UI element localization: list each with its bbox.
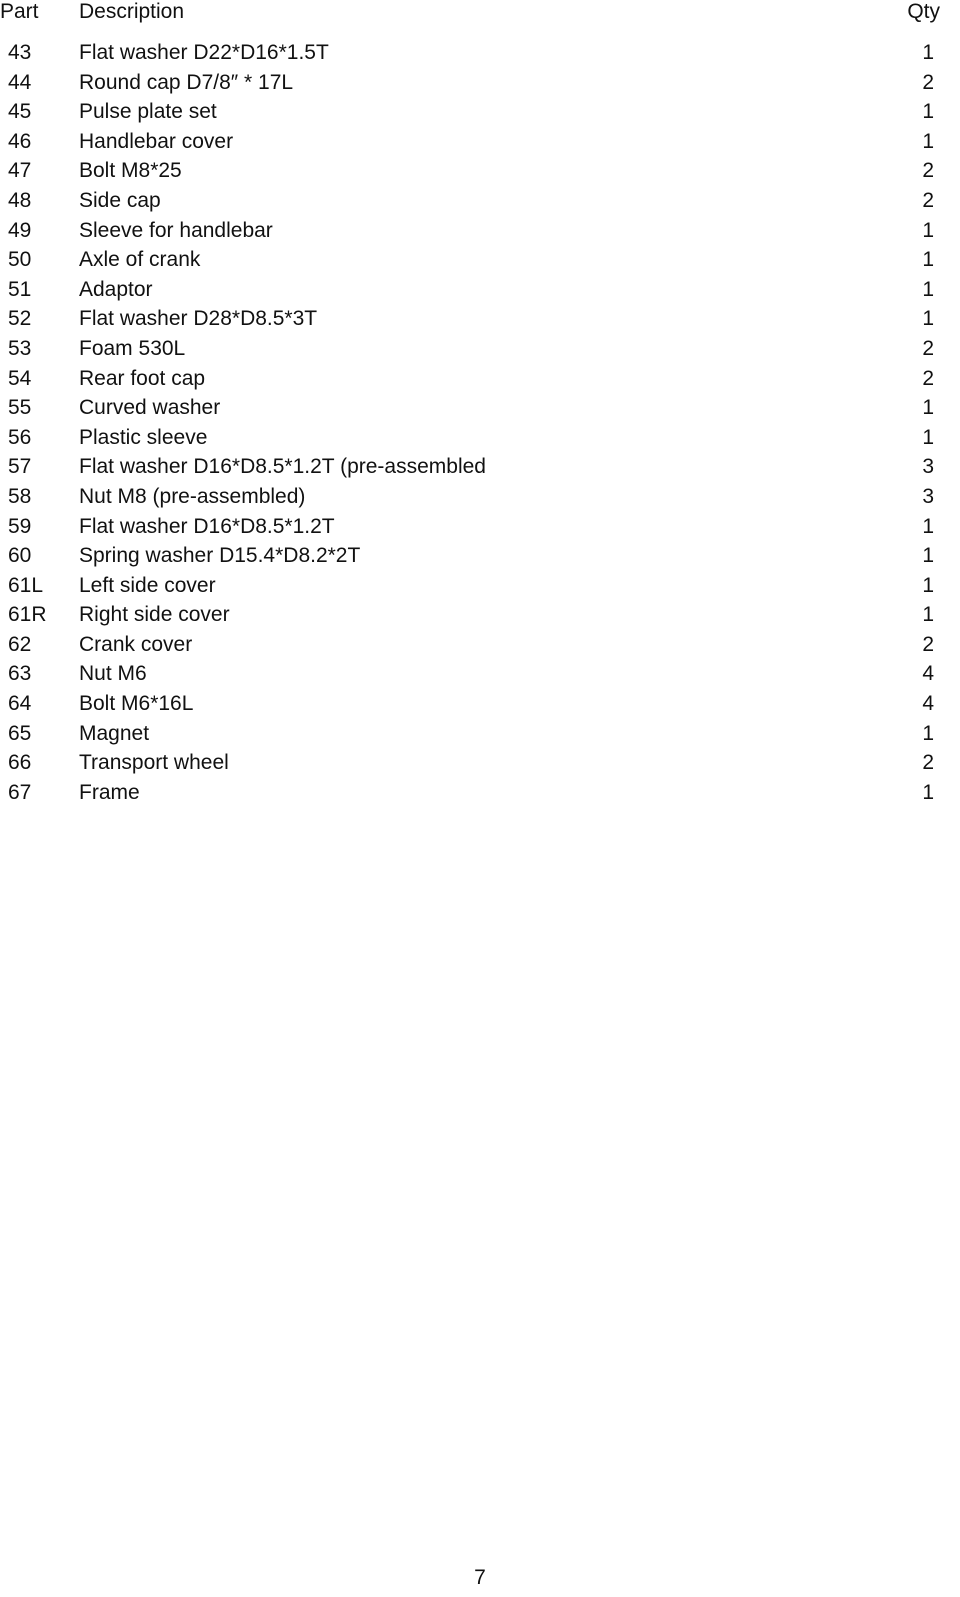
- part-description: Foam 530L: [79, 336, 186, 360]
- table-row: [0, 216, 960, 246]
- part-qty: 2: [922, 188, 934, 212]
- part-qty: 1: [922, 544, 934, 568]
- part-description: Flat washer D22*D16*1.5T: [79, 41, 329, 64]
- part-qty: 2: [922, 632, 934, 656]
- part-description: Crank cover: [79, 632, 193, 656]
- part-number: 48: [8, 188, 32, 212]
- part-number: 60: [8, 544, 32, 568]
- part-description: Flat washer D16*D8.5*1.2T: [79, 514, 335, 538]
- table-row: [0, 600, 960, 630]
- table-row: [0, 304, 960, 334]
- page-number: 7: [474, 1566, 486, 1589]
- table-row: [0, 97, 960, 127]
- part-description: Flat washer D28*D8.5*3T: [79, 307, 318, 331]
- part-number: 63: [8, 662, 32, 686]
- table-body: [0, 38, 960, 807]
- part-number: 44: [8, 70, 32, 94]
- part-number: 47: [8, 159, 32, 183]
- part-description: Frame: [79, 780, 140, 804]
- table-row: [0, 127, 960, 157]
- part-qty: 1: [922, 100, 934, 124]
- part-number: 59: [8, 514, 32, 538]
- header-part: Part: [0, 0, 39, 23]
- part-description: Magnet: [79, 721, 150, 745]
- part-number: 67: [8, 780, 32, 804]
- table-row: [0, 748, 960, 778]
- part-qty: 2: [922, 751, 934, 775]
- part-qty: 2: [922, 366, 934, 390]
- header-spacer: [0, 24, 960, 38]
- part-number: 62: [8, 632, 32, 656]
- table-row: [0, 689, 960, 719]
- part-description: Left side cover: [79, 573, 216, 597]
- table-row: [0, 334, 960, 364]
- part-number: 49: [8, 218, 32, 242]
- part-number: 57: [8, 455, 32, 479]
- table-row: [0, 186, 960, 216]
- table-row: [0, 778, 960, 808]
- part-number: 53: [8, 336, 32, 360]
- table-row: [0, 512, 960, 542]
- table-row: [0, 659, 960, 689]
- part-number: 61R: [8, 603, 47, 627]
- part-description: Bolt M6*16L: [79, 692, 194, 716]
- part-qty: 1: [922, 603, 934, 627]
- part-qty: 1: [922, 218, 934, 242]
- part-qty: 1: [922, 41, 934, 64]
- part-description: Pulse plate set: [79, 100, 217, 124]
- part-description: Sleeve for handlebar: [79, 218, 273, 242]
- part-qty: 1: [922, 277, 934, 301]
- part-description: Right side cover: [79, 603, 230, 627]
- part-number: 61L: [8, 573, 44, 597]
- table-row: [0, 275, 960, 305]
- part-description: Nut M6: [79, 662, 147, 686]
- part-description: Axle of crank: [79, 248, 201, 272]
- part-number: 64: [8, 692, 32, 716]
- part-number: 46: [8, 129, 32, 153]
- part-description: Round cap D7/8″ * 17L: [79, 70, 294, 94]
- table-row: [0, 452, 960, 482]
- part-number: 66: [8, 751, 32, 775]
- table-row: [0, 156, 960, 186]
- part-number: 58: [8, 484, 32, 508]
- part-description: Bolt M8*25: [79, 159, 182, 183]
- part-qty: 4: [922, 662, 934, 686]
- header-qty: Qty: [907, 0, 940, 23]
- part-description: Adaptor: [79, 277, 153, 301]
- table-row: [0, 68, 960, 98]
- table-row: [0, 364, 960, 394]
- part-qty: 1: [922, 514, 934, 538]
- part-description: Flat washer D16*D8.5*1.2T (pre-assembled: [79, 455, 486, 479]
- part-number: 52: [8, 307, 32, 331]
- part-qty: 1: [922, 780, 934, 804]
- part-description: Plastic sleeve: [79, 425, 208, 449]
- part-qty: 1: [922, 307, 934, 331]
- part-description: Nut M8 (pre-assembled): [79, 484, 306, 508]
- table-row: [0, 571, 960, 601]
- part-description: Rear foot cap: [79, 366, 206, 390]
- table-header: [0, 0, 960, 24]
- part-description: Side cap: [79, 188, 161, 212]
- table-row: [0, 630, 960, 660]
- part-qty: 2: [922, 336, 934, 360]
- part-number: 54: [8, 366, 32, 390]
- table-row: [0, 719, 960, 749]
- table-row: [0, 482, 960, 512]
- part-description: Transport wheel: [79, 751, 229, 775]
- part-qty: 3: [922, 484, 934, 508]
- table-row: [0, 245, 960, 275]
- table-row: [0, 541, 960, 571]
- part-number: 51: [8, 277, 32, 301]
- part-number: 50: [8, 248, 32, 272]
- header-description: Description: [79, 0, 185, 23]
- part-qty: 1: [922, 721, 934, 745]
- part-description: Curved washer: [79, 396, 221, 420]
- part-qty: 1: [922, 425, 934, 449]
- part-qty: 1: [922, 573, 934, 597]
- part-number: 45: [8, 100, 32, 124]
- part-qty: 2: [922, 70, 934, 94]
- part-description: Handlebar cover: [79, 129, 234, 153]
- part-qty: 1: [922, 396, 934, 420]
- part-number: 55: [8, 396, 32, 420]
- part-description: Spring washer D15.4*D8.2*2T: [79, 544, 361, 568]
- part-qty: 1: [922, 248, 934, 272]
- part-qty: 1: [922, 129, 934, 153]
- table-row: [0, 393, 960, 423]
- part-number: 43: [8, 41, 32, 64]
- table-row: [0, 38, 960, 68]
- part-number: 56: [8, 425, 32, 449]
- table-row: [0, 423, 960, 453]
- part-qty: 2: [922, 159, 934, 183]
- part-number: 65: [8, 721, 32, 745]
- part-qty: 3: [922, 455, 934, 479]
- part-qty: 4: [922, 692, 934, 716]
